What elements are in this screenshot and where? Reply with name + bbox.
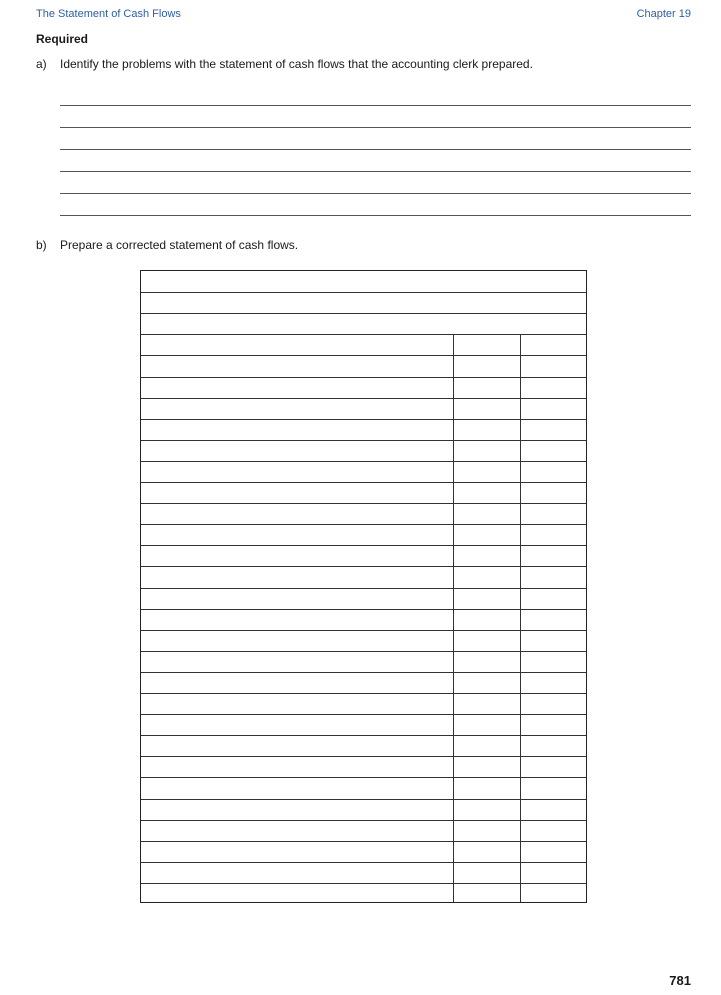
page-number: 781 [669, 973, 691, 988]
question-a [36, 57, 533, 71]
question-a-text: Identify the problems with the statement of cash flows that the accounting clerk prepared. [60, 57, 533, 71]
form-row-line [141, 292, 586, 293]
cash-flow-form-table[interactable] [140, 270, 587, 903]
answer-line[interactable] [60, 193, 691, 194]
question-a-marker: a) [36, 57, 47, 71]
amount-column-divider [520, 334, 521, 902]
amount-column-divider [453, 334, 454, 902]
answer-line[interactable] [60, 171, 691, 172]
question-b [36, 238, 298, 252]
question-b-marker: b) [36, 238, 47, 252]
answer-line[interactable] [60, 127, 691, 128]
running-header [36, 8, 691, 24]
question-b-text: Prepare a corrected statement of cash flows. [60, 238, 299, 252]
answer-line[interactable] [60, 149, 691, 150]
form-row-line [141, 313, 586, 314]
answer-line[interactable] [60, 105, 691, 106]
chapter-number: Chapter 19 [636, 8, 691, 20]
chapter-title: The Statement of Cash Flows [36, 8, 181, 20]
required-heading: Required [36, 32, 89, 46]
answer-line[interactable] [60, 215, 691, 216]
